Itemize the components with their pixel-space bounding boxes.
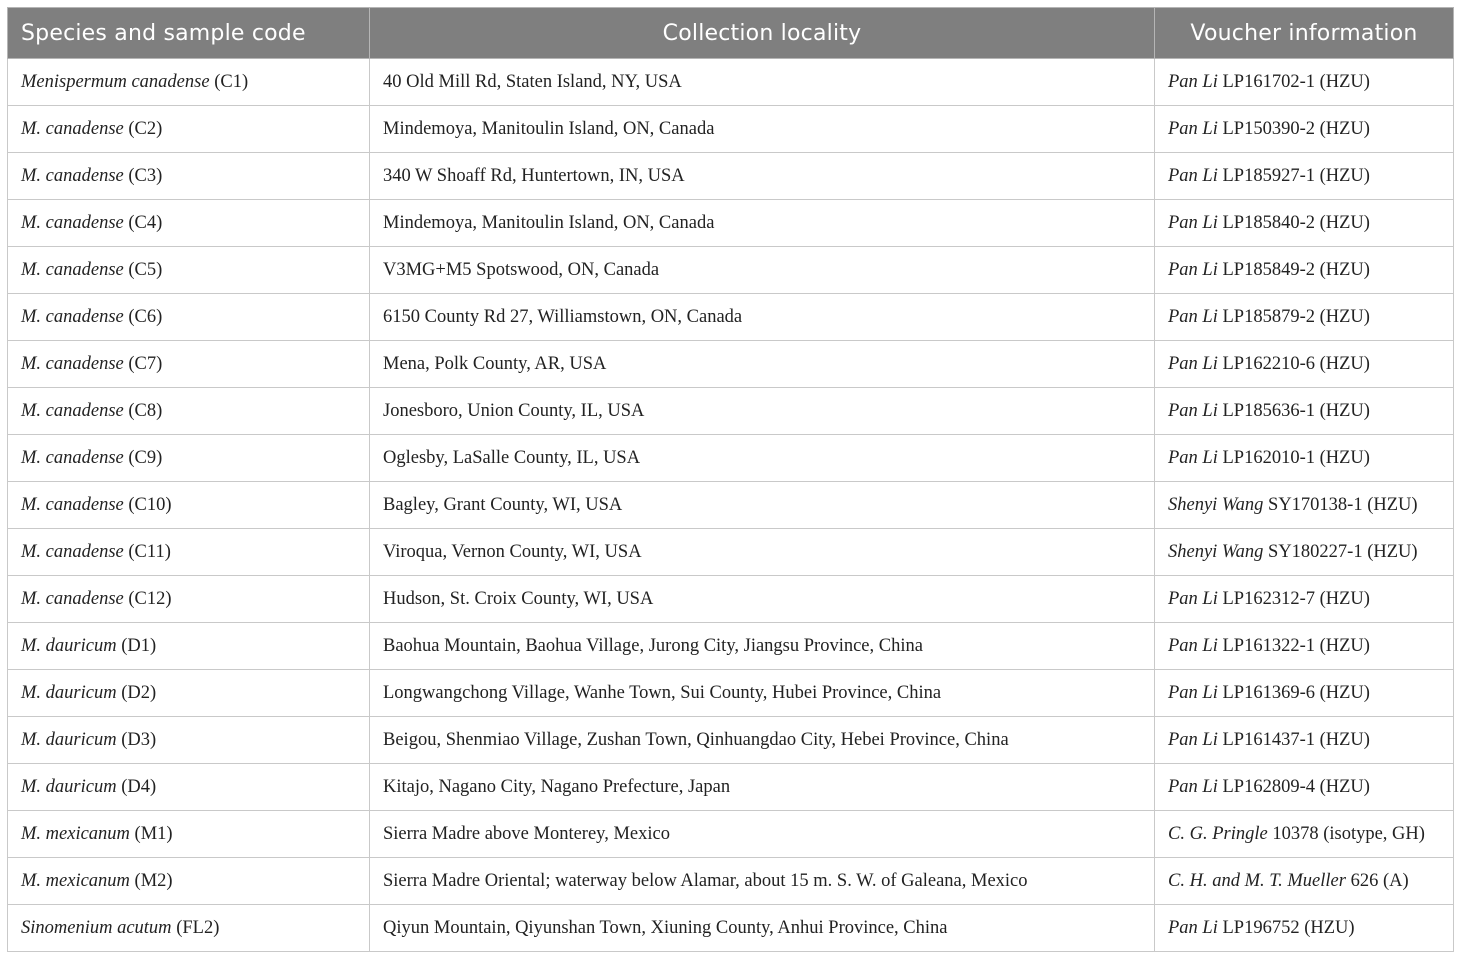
voucher-number: SY170138-1 (HZU) <box>1268 494 1418 515</box>
collector-name: Pan Li <box>1168 165 1218 186</box>
locality-cell: Hudson, St. Croix County, WI, USA <box>370 576 1155 623</box>
locality-cell: Kitajo, Nagano City, Nagano Prefecture, Japan <box>370 764 1155 811</box>
species-cell <box>8 153 370 200</box>
collector-name: Pan Li <box>1168 400 1218 421</box>
species-cell <box>8 858 370 905</box>
species-cell <box>8 529 370 576</box>
voucher-number: LP185927-1 (HZU) <box>1222 165 1370 186</box>
collector-name: Pan Li <box>1168 353 1218 374</box>
species-cell <box>8 670 370 717</box>
species-cell <box>8 717 370 764</box>
voucher-number: LP185840-2 (HZU) <box>1222 212 1370 233</box>
species-cell <box>8 811 370 858</box>
voucher-number: SY180227-1 (HZU) <box>1268 541 1418 562</box>
species-name: M. canadense <box>21 165 124 186</box>
voucher-cell <box>1155 153 1454 200</box>
species-name: Menispermum canadense <box>21 71 210 92</box>
collector-name: Pan Li <box>1168 588 1218 609</box>
voucher-number: LP162010-1 (HZU) <box>1222 447 1370 468</box>
species-name: M. canadense <box>21 494 124 515</box>
locality-cell: Mindemoya, Manitoulin Island, ON, Canada <box>370 200 1155 247</box>
table-row <box>8 764 1454 811</box>
species-cell <box>8 200 370 247</box>
table-row <box>8 153 1454 200</box>
sample-code: (C7) <box>128 353 163 374</box>
table-row <box>8 717 1454 764</box>
sample-code: (C2) <box>128 118 163 139</box>
voucher-number: LP185636-1 (HZU) <box>1222 400 1370 421</box>
species-name: M. canadense <box>21 118 124 139</box>
voucher-number: 626 (A) <box>1350 870 1409 891</box>
locality-cell: Sierra Madre above Monterey, Mexico <box>370 811 1155 858</box>
species-cell <box>8 294 370 341</box>
voucher-cell <box>1155 858 1454 905</box>
species-cell <box>8 482 370 529</box>
voucher-cell <box>1155 482 1454 529</box>
locality-cell: Oglesby, LaSalle County, IL, USA <box>370 435 1155 482</box>
locality-cell: 340 W Shoaff Rd, Huntertown, IN, USA <box>370 153 1155 200</box>
voucher-number: LP161702-1 (HZU) <box>1222 71 1370 92</box>
sample-code: (FL2) <box>176 917 220 938</box>
table-row <box>8 529 1454 576</box>
sample-table <box>7 7 1454 952</box>
locality-cell: Jonesboro, Union County, IL, USA <box>370 388 1155 435</box>
locality-cell: Baohua Mountain, Baohua Village, Jurong City, Jiangsu Province, China <box>370 623 1155 670</box>
sample-code: (M1) <box>134 823 173 844</box>
sample-code: (C10) <box>128 494 172 515</box>
voucher-cell <box>1155 529 1454 576</box>
voucher-cell <box>1155 435 1454 482</box>
header-locality: Collection locality <box>370 8 1155 59</box>
collector-name: C. G. Pringle <box>1168 823 1268 844</box>
species-name: Sinomenium acutum <box>21 917 172 938</box>
voucher-cell <box>1155 200 1454 247</box>
voucher-cell <box>1155 294 1454 341</box>
table-row <box>8 858 1454 905</box>
sample-code: (C5) <box>128 259 163 280</box>
voucher-number: LP185879-2 (HZU) <box>1222 306 1370 327</box>
collector-name: Pan Li <box>1168 212 1218 233</box>
table-row <box>8 811 1454 858</box>
species-name: M. canadense <box>21 447 124 468</box>
voucher-cell <box>1155 247 1454 294</box>
species-name: M. dauricum <box>21 635 117 656</box>
table-row <box>8 294 1454 341</box>
voucher-number: LP196752 (HZU) <box>1222 917 1355 938</box>
table-row <box>8 247 1454 294</box>
species-cell <box>8 341 370 388</box>
species-cell <box>8 435 370 482</box>
locality-cell: Sierra Madre Oriental; waterway below Alamar, about 15 m. S. W. of Galeana, Mexico <box>370 858 1155 905</box>
voucher-cell <box>1155 576 1454 623</box>
sample-code: (C1) <box>214 71 249 92</box>
species-cell <box>8 247 370 294</box>
voucher-cell <box>1155 905 1454 952</box>
table-row <box>8 435 1454 482</box>
collector-name: Pan Li <box>1168 259 1218 280</box>
voucher-number: LP150390-2 (HZU) <box>1222 118 1370 139</box>
species-cell <box>8 905 370 952</box>
locality-cell: Bagley, Grant County, WI, USA <box>370 482 1155 529</box>
sample-code: (C6) <box>128 306 163 327</box>
collector-name: Pan Li <box>1168 776 1218 797</box>
sample-code: (M2) <box>134 870 173 891</box>
table-row <box>8 482 1454 529</box>
collector-name: Shenyi Wang <box>1168 494 1264 515</box>
species-name: M. dauricum <box>21 682 117 703</box>
locality-cell: Mindemoya, Manitoulin Island, ON, Canada <box>370 106 1155 153</box>
species-name: M. dauricum <box>21 776 117 797</box>
table-row <box>8 388 1454 435</box>
voucher-number: LP162809-4 (HZU) <box>1222 776 1370 797</box>
table-row <box>8 341 1454 388</box>
sample-code: (C3) <box>128 165 163 186</box>
species-name: M. canadense <box>21 259 124 280</box>
locality-cell: 6150 County Rd 27, Williamstown, ON, Canada <box>370 294 1155 341</box>
collector-name: Pan Li <box>1168 635 1218 656</box>
species-cell <box>8 623 370 670</box>
collector-name: Pan Li <box>1168 447 1218 468</box>
voucher-number: LP162210-6 (HZU) <box>1222 353 1370 374</box>
sample-code: (C8) <box>128 400 163 421</box>
table-row <box>8 576 1454 623</box>
voucher-number: LP185849-2 (HZU) <box>1222 259 1370 280</box>
sample-code: (D3) <box>121 729 157 750</box>
sample-code: (D4) <box>121 776 157 797</box>
voucher-number: LP161369-6 (HZU) <box>1222 682 1370 703</box>
table-row <box>8 106 1454 153</box>
voucher-cell <box>1155 623 1454 670</box>
collector-name: Pan Li <box>1168 306 1218 327</box>
species-cell <box>8 764 370 811</box>
voucher-cell <box>1155 764 1454 811</box>
species-name: M. canadense <box>21 353 124 374</box>
table-row <box>8 905 1454 952</box>
locality-cell: Qiyun Mountain, Qiyunshan Town, Xiuning County, Anhui Province, China <box>370 905 1155 952</box>
locality-cell: Beigou, Shenmiao Village, Zushan Town, Qinhuangdao City, Hebei Province, China <box>370 717 1155 764</box>
species-name: M. mexicanum <box>21 823 130 844</box>
voucher-number: 10378 (isotype, GH) <box>1272 823 1425 844</box>
table-header <box>8 8 1454 59</box>
voucher-cell <box>1155 388 1454 435</box>
species-name: M. canadense <box>21 588 124 609</box>
locality-cell: Longwangchong Village, Wanhe Town, Sui County, Hubei Province, China <box>370 670 1155 717</box>
voucher-cell <box>1155 717 1454 764</box>
species-name: M. canadense <box>21 400 124 421</box>
species-cell <box>8 388 370 435</box>
sample-code: (C9) <box>128 447 163 468</box>
collector-name: Pan Li <box>1168 71 1218 92</box>
voucher-cell <box>1155 811 1454 858</box>
species-name: M. canadense <box>21 306 124 327</box>
voucher-cell <box>1155 106 1454 153</box>
sample-code: (D1) <box>121 635 157 656</box>
table-row <box>8 670 1454 717</box>
voucher-cell <box>1155 341 1454 388</box>
voucher-cell <box>1155 670 1454 717</box>
species-name: M. dauricum <box>21 729 117 750</box>
sample-code: (D2) <box>121 682 157 703</box>
voucher-number: LP161322-1 (HZU) <box>1222 635 1370 656</box>
locality-cell: 40 Old Mill Rd, Staten Island, NY, USA <box>370 59 1155 106</box>
locality-cell: Viroqua, Vernon County, WI, USA <box>370 529 1155 576</box>
table-body <box>8 59 1454 952</box>
collector-name: Shenyi Wang <box>1168 541 1264 562</box>
header-voucher: Voucher information <box>1155 8 1454 59</box>
species-cell <box>8 59 370 106</box>
voucher-number: LP161437-1 (HZU) <box>1222 729 1370 750</box>
species-name: M. canadense <box>21 541 124 562</box>
collector-name: Pan Li <box>1168 118 1218 139</box>
header-row <box>8 8 1454 59</box>
header-species: Species and sample code <box>8 8 370 59</box>
species-cell <box>8 106 370 153</box>
collector-name: Pan Li <box>1168 917 1218 938</box>
table-row <box>8 200 1454 247</box>
collector-name: Pan Li <box>1168 682 1218 703</box>
voucher-cell <box>1155 59 1454 106</box>
table-row <box>8 59 1454 106</box>
table-row <box>8 623 1454 670</box>
locality-cell: V3MG+M5 Spotswood, ON, Canada <box>370 247 1155 294</box>
species-name: M. canadense <box>21 212 124 233</box>
sample-code: (C11) <box>128 541 171 562</box>
species-cell <box>8 576 370 623</box>
locality-cell: Mena, Polk County, AR, USA <box>370 341 1155 388</box>
voucher-number: LP162312-7 (HZU) <box>1222 588 1370 609</box>
collector-name: C. H. and M. T. Mueller <box>1168 870 1346 891</box>
collector-name: Pan Li <box>1168 729 1218 750</box>
species-name: M. mexicanum <box>21 870 130 891</box>
sample-code: (C12) <box>128 588 172 609</box>
sample-code: (C4) <box>128 212 163 233</box>
